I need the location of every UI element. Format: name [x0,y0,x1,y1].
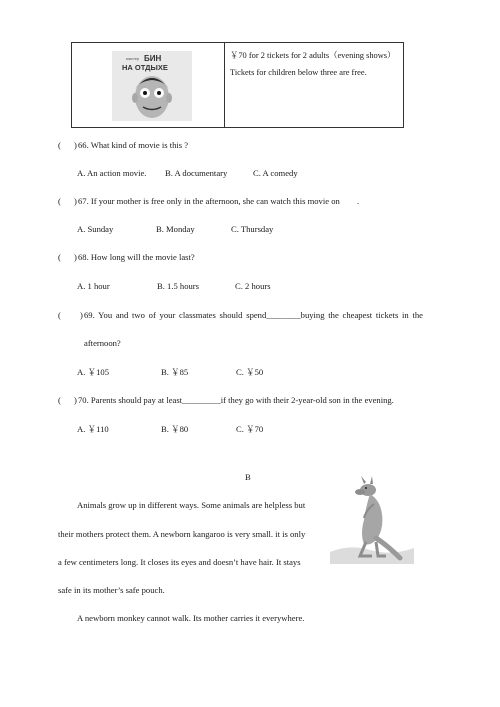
movie-poster-image [112,51,192,121]
answer-paren-open: ( [58,140,61,150]
q70-option-a: A. ￥110 [77,424,109,434]
q70-option-c: C. ￥70 [236,424,264,434]
q66-option-b: B. A documentary [165,168,228,178]
answer-paren-open: ( [58,196,61,206]
passage-line-1: Animals grow up in different ways. Some animals are helpless but [77,500,306,510]
q69-option-b: B. ￥85 [161,367,189,377]
price-line: ￥70 for 2 tickets for 2 adults（evening shows） [230,51,396,60]
q69-option-c: C. ￥50 [236,367,264,377]
answer-paren-open: ( [58,252,61,262]
poster-title-top: БИН [144,54,162,63]
passage-line-2: their mothers protect them. A newborn kangaroo is very small. it is only [58,529,306,539]
q66-option-c: C. A comedy [253,168,298,178]
answer-paren-close: ) [80,310,83,320]
section-b-heading: B [245,472,251,482]
answer-paren-close: ) [74,395,77,405]
answer-paren-close: ) [74,196,77,206]
kangaroo-image [330,474,414,564]
answer-paren-close: ) [74,140,77,150]
table-divider [224,43,225,127]
children-line: Tickets for children below three are free. [230,68,367,77]
answer-paren-close: ) [74,252,77,262]
q67-option-a: A. Sunday [77,224,114,234]
q69-option-a: A. ￥105 [77,367,109,377]
question-69-line2: afternoon? [84,338,121,348]
question-68-text: 68. How long will the movie last? [78,252,195,262]
question-66-text: 66. What kind of movie is this ? [78,140,189,150]
answer-paren-open: ( [58,310,61,320]
poster-small-text: мистер [126,56,140,61]
q68-option-b: B. 1.5 hours [157,281,200,291]
ticket-info-table [71,42,404,128]
passage-line-4: safe in its mother’s safe pouch. [58,585,165,595]
question-69-text: 69. You and two of your classmates should spend________buying the cheapest tickets in the [84,310,423,320]
q68-option-c: C. 2 hours [235,281,271,291]
question-67-text: 67. If your mother is free only in the afternoon, she can watch this movie on [78,196,340,206]
answer-paren-open: ( [58,395,61,405]
q67-option-b: B. Monday [156,224,195,234]
question-70-text: 70. Parents should pay at least_________if they go with their 2-year-old son in the evening. [78,395,394,405]
q70-option-b: B. ￥80 [161,424,189,434]
q68-option-a: A. 1 hour [77,281,110,291]
question-67-tail: . [357,196,360,206]
passage-line-3: a few centimeters long. It closes its eyes and doesn’t have hair. It stays [58,557,301,567]
passage-line-5: A newborn monkey cannot walk. Its mother carries it everywhere. [77,613,305,623]
q67-option-c: C. Thursday [231,224,274,234]
poster-title-bottom: НА ОТДЫХЕ [122,63,168,72]
q66-option-a: A. An action movie. [77,168,147,178]
